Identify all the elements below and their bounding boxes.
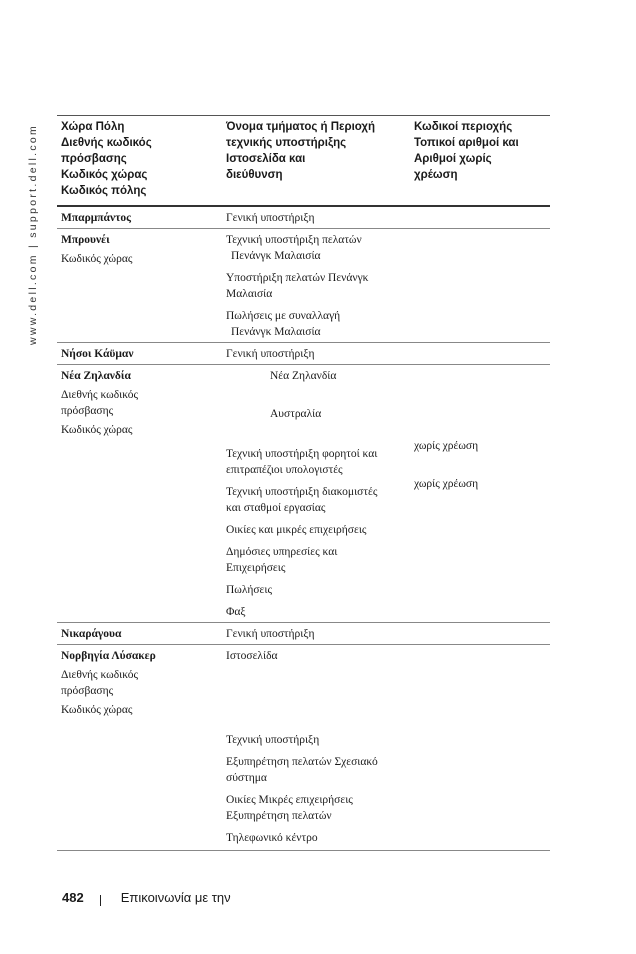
service-cell: Ιστοσελίδα Τεχνική υποστήριξη Εξυπηρέτηση πελατών Σχεσιακό σύστημα Οικίες Μικρές επιχειρήσεις Εξυπηρέτηση πελατών Τηλεφωνικό κέντρο: [222, 645, 410, 851]
service-cell: Γενική υποστήριξη: [222, 623, 410, 645]
country-cell: Μπαρμπάντος: [61, 212, 132, 224]
side-url: www.dell.com | support.dell.com: [27, 123, 39, 345]
header-department: Όνομα τμήματος ή Περιοχή τεχνικής υποστήριξης Ιστοσελίδα και διεύθυνση: [222, 116, 410, 207]
footer-divider: [100, 895, 101, 906]
service-cell: Τεχνική υποστήριξη πελατών Πενάνγκ Μαλαισία Υποστήριξη πελατών Πενάνγκ Μαλαισία Πωλήσεις με συναλλαγή Πενάνγκ Μαλαισία: [222, 229, 410, 343]
header-country: Χώρα Πόλη Διεθνής κωδικός πρόσβασης Κωδικός χώρας Κωδικός πόλης: [57, 116, 222, 207]
service-cell: Γενική υποστήριξη: [226, 212, 315, 224]
service-cell: Γενική υποστήριξη: [222, 343, 410, 365]
service-cell: Νέα Ζηλανδία Αυστραλία Τεχνική υποστήριξη φορητοί και επιτραπέζιοι υπολογιστές Τεχνική υποστήριξη διακομιστές και σταθμοί εργασίας Οικίες και μικρές επιχειρήσεις Δημόσιες υπηρεσίες και Επιχειρήσεις Πωλήσεις Φαξ: [222, 365, 410, 623]
country-cell: Νήσοι Κάϋμαν: [57, 343, 222, 365]
number-cell: [410, 623, 550, 645]
country-cell: Νορβηγία Λύσακερ Διεθνής κωδικός πρόσβασης Κωδικός χώρας: [57, 645, 222, 851]
table-header: [57, 116, 550, 207]
table-row: [57, 365, 550, 623]
table-row: [57, 623, 550, 645]
number-cell: [410, 343, 550, 365]
country-cell: Μπρουνέι Κωδικός χώρας: [57, 229, 222, 343]
number-cell: [410, 229, 550, 343]
page-number: 482: [62, 890, 84, 905]
table-row: [57, 229, 550, 343]
country-cell: Νέα Ζηλανδία Διεθνής κωδικός πρόσβασης Κωδικός χώρας: [57, 365, 222, 623]
page-footer: [62, 890, 231, 906]
footer-title: Επικοινωνία με την: [120, 890, 231, 905]
number-cell: χωρίς χρέωση χωρίς χρέωση: [410, 365, 550, 623]
table-row: [57, 343, 550, 365]
table-row: [57, 645, 550, 851]
country-cell: Νικαράγουα: [57, 623, 222, 645]
contact-table: [57, 115, 550, 851]
table-row: [57, 206, 550, 229]
header-codes: Κωδικοί περιοχής Τοπικοί αριθμοί και Αριθμοί χωρίς χρέωση: [410, 116, 550, 207]
number-cell: [410, 645, 550, 851]
number-cell: [410, 206, 550, 229]
